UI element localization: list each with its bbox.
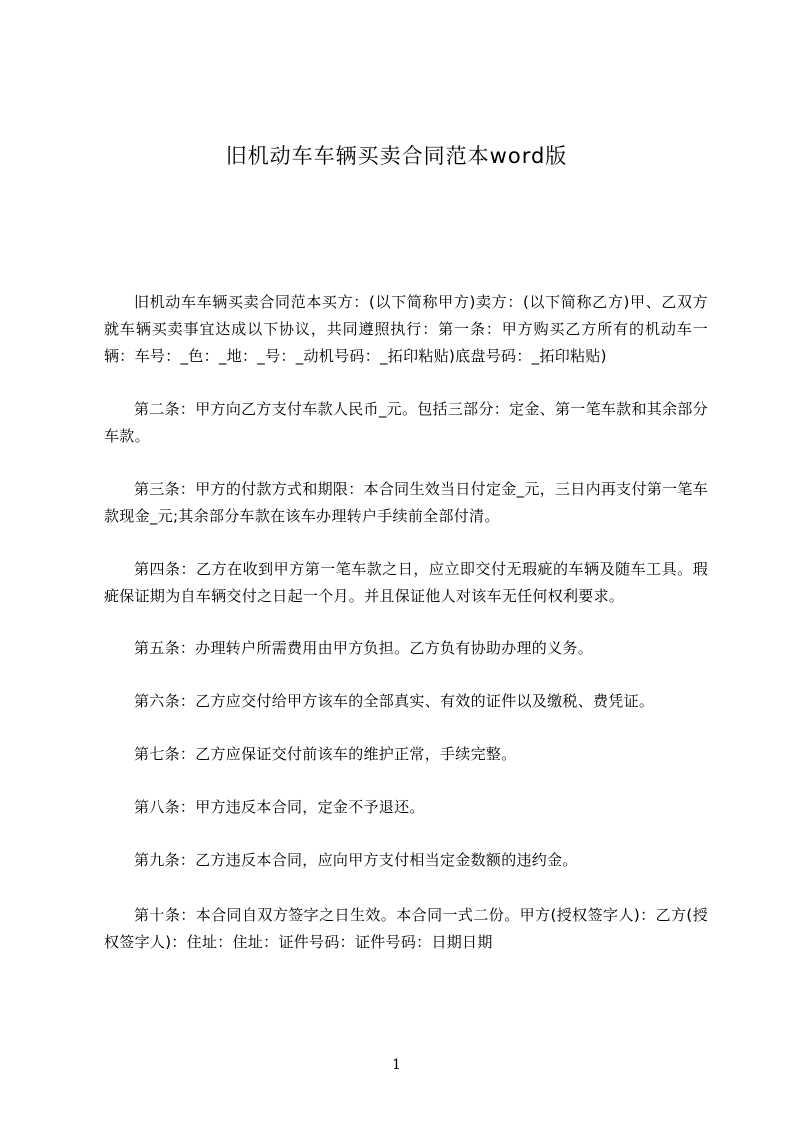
document-title: 旧机动车车辆买卖合同范本word版 [225, 144, 568, 168]
paragraph-article-5: 第五条：办理转户所需费用由甲方负担。乙方负有协助办理的义务。 [134, 639, 594, 657]
paragraph-article-9: 第九条：乙方违反本合同，应向甲方支付相当定金数额的违约金。 [134, 851, 578, 869]
paragraph-article-10: 第十条：本合同自双方签字之日生效。本合同一式二份。甲方(授权签字人)：乙方(授权签字人)：住址：住址：证件号码：证件号码：日期日期 [104, 906, 708, 951]
paragraph-article-4: 第四条：乙方在收到甲方第一笔车款之日，应立即交付无瑕疵的车辆及随车工具。瑕疵保证期为自车辆交付之日起一个月。并且保证他人对该车无任何权利要求。 [104, 560, 708, 605]
paragraph-article-8: 第八条：甲方违反本合同，定金不予退还。 [134, 798, 425, 816]
paragraph-article-3: 第三条：甲方的付款方式和期限：本合同生效当日付定金_元，三日内再支付第一笔车款现金_元;其余部分车款在该车办理转户手续前全部付清。 [104, 480, 708, 525]
paragraph-article-2: 第二条：甲方向乙方支付车款人民币_元。包括三部分：定金、第一笔车款和其余部分车款。 [104, 400, 708, 445]
page-number: 1 [392, 1057, 401, 1073]
paragraph-preamble-article-1: 旧机动车车辆买卖合同范本买方：(以下简称甲方)卖方：(以下简称乙方)甲、乙双方就车辆买卖事宜达成以下协议，共同遵照执行：第一条：甲方购买乙方所有的机动车一辆：车号：_色：_地：_号：_动机号码：_拓印粘贴)底盘号码：_拓印粘贴) [104, 293, 708, 365]
paragraph-article-7: 第七条：乙方应保证交付前该车的维护正常，手续完整。 [134, 745, 517, 763]
paragraph-article-6: 第六条：乙方应交付给甲方该车的全部真实、有效的证件以及缴税、费凭证。 [134, 692, 655, 710]
